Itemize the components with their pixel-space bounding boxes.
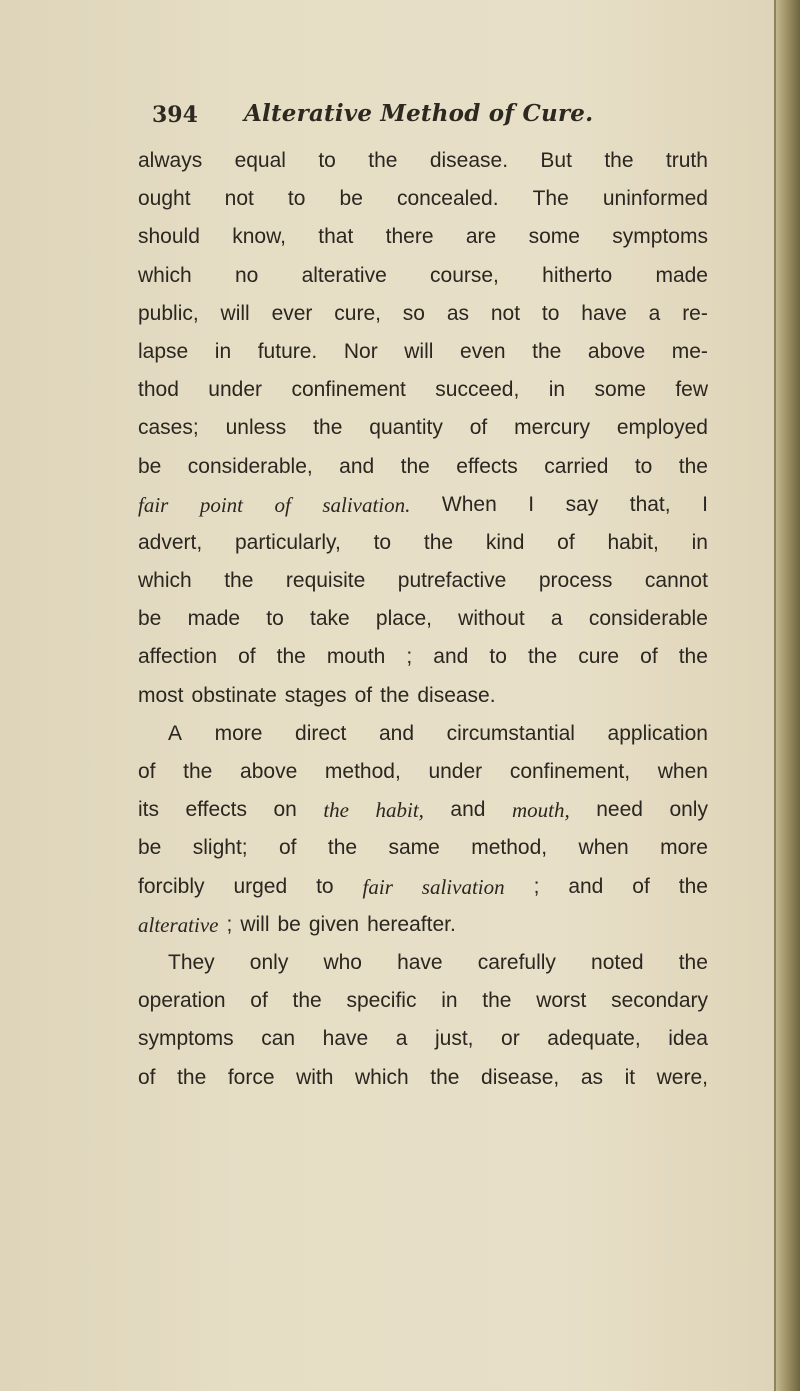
word: hereafter. — [367, 912, 456, 936]
word: of — [640, 645, 658, 669]
word: who — [323, 950, 362, 974]
word: to — [373, 530, 392, 554]
text-line — [138, 944, 708, 982]
word: made — [655, 263, 708, 287]
word: ; — [533, 874, 540, 898]
word: ever — [271, 301, 313, 325]
word: the — [183, 760, 213, 783]
word: When — [441, 492, 497, 516]
text-line — [138, 409, 708, 447]
word: and — [378, 721, 415, 745]
word: no — [234, 263, 259, 287]
word: the — [177, 1065, 207, 1089]
text-line — [138, 753, 708, 791]
word: more — [660, 836, 708, 860]
word: particularly, — [234, 530, 341, 554]
word: carefully — [477, 950, 556, 974]
page-number: 394 — [152, 102, 198, 128]
word: of — [138, 1065, 156, 1089]
word: just, — [434, 1027, 474, 1051]
italic-word: salivation. — [322, 492, 411, 517]
word: not — [490, 301, 521, 325]
word: given — [308, 912, 360, 936]
word: affection — [138, 645, 218, 669]
word: of — [557, 530, 575, 554]
word: advert, — [138, 530, 203, 554]
word: and — [339, 454, 375, 478]
word: worst — [536, 989, 587, 1013]
word: there — [385, 225, 434, 249]
word: above — [587, 339, 646, 363]
word: succeed, — [435, 378, 520, 402]
word: equal — [234, 149, 286, 172]
word: cases; — [138, 416, 199, 440]
word: are — [465, 225, 497, 249]
word: its — [138, 798, 159, 822]
word: symptoms — [138, 1027, 234, 1051]
text-line — [138, 257, 708, 295]
word: public, — [138, 301, 199, 325]
word: to — [489, 645, 507, 669]
word: will — [240, 912, 270, 936]
text-line — [138, 868, 708, 906]
word: of — [238, 645, 256, 669]
word: cure — [578, 645, 620, 669]
word: in — [441, 989, 458, 1013]
word: of — [138, 760, 156, 783]
italic-word: salivation — [421, 874, 505, 899]
word: were, — [656, 1065, 708, 1089]
word: mouth — [326, 645, 386, 669]
italic-word: habit, — [375, 798, 424, 823]
word: urged — [233, 874, 288, 898]
word: the — [604, 149, 634, 172]
word: some — [528, 225, 580, 249]
word: the — [224, 569, 254, 593]
word: of — [250, 989, 268, 1013]
word: alterative — [301, 263, 387, 287]
word: requisite — [285, 569, 366, 593]
word: confinement — [291, 378, 406, 402]
word: the — [527, 645, 558, 669]
text-line — [138, 600, 708, 638]
word: ought — [138, 187, 191, 211]
word: to — [634, 454, 653, 478]
word: operation — [138, 989, 226, 1013]
text-line — [138, 982, 708, 1020]
word: cannot — [644, 569, 708, 593]
word: carried — [544, 454, 609, 478]
word: know, — [232, 225, 286, 249]
word: the — [368, 149, 398, 172]
word: force — [227, 1065, 275, 1089]
word: the — [678, 950, 708, 974]
word: the — [313, 416, 343, 440]
word: only — [249, 950, 289, 974]
word: truth — [665, 149, 708, 172]
text-line — [138, 142, 708, 180]
text-line — [138, 906, 708, 944]
word: few — [675, 378, 708, 402]
italic-word: alterative — [138, 912, 219, 937]
italic-word: the — [323, 798, 349, 823]
word: only — [669, 798, 708, 822]
word: be — [138, 607, 162, 631]
word: the — [678, 874, 708, 898]
word: same — [388, 836, 440, 860]
word: adequate, — [547, 1027, 641, 1051]
word: that, — [629, 492, 671, 516]
word: noted — [591, 950, 644, 974]
word: and — [433, 645, 469, 669]
word: in — [691, 530, 708, 554]
word: under — [428, 760, 483, 783]
word: as — [446, 301, 470, 325]
text-line — [138, 486, 708, 524]
word: or — [501, 1027, 520, 1051]
word: thod — [138, 378, 179, 402]
word: of — [469, 416, 488, 440]
word: idea — [668, 1027, 708, 1051]
word: and — [450, 798, 486, 822]
word: employed — [616, 416, 708, 440]
word: concealed. — [396, 187, 499, 211]
word: which — [138, 569, 192, 593]
word: disease. — [429, 149, 509, 172]
running-head-title: Alterative Method of Cure. — [244, 100, 594, 127]
word: future. — [257, 339, 318, 363]
word: the — [482, 989, 512, 1013]
word: some — [594, 378, 646, 402]
word: They — [168, 950, 215, 974]
body-text — [138, 142, 708, 1097]
word: have — [397, 950, 443, 974]
word: lapse — [138, 339, 189, 363]
word: But — [540, 149, 572, 172]
word: quantity — [369, 416, 443, 440]
word: re- — [682, 301, 708, 325]
word: A — [168, 721, 183, 745]
running-head — [152, 100, 712, 140]
word: the — [400, 454, 430, 478]
word: the — [292, 989, 322, 1013]
word: not — [224, 187, 254, 211]
word: The — [532, 187, 569, 211]
word: most — [138, 683, 184, 707]
italic-word: point — [199, 492, 243, 517]
italic-word: fair — [362, 874, 393, 899]
word: when — [578, 836, 629, 860]
word: to — [316, 874, 334, 898]
word: made — [187, 607, 241, 631]
word: the — [276, 645, 306, 669]
word: place, — [375, 607, 432, 631]
word: of — [632, 874, 650, 898]
word: be — [138, 454, 162, 478]
word: the — [327, 836, 358, 860]
word: take — [310, 607, 350, 631]
word: obstinate — [191, 683, 277, 707]
text-line — [138, 791, 708, 829]
word: say — [565, 492, 599, 516]
word: I — [528, 492, 535, 516]
text-line — [138, 1020, 708, 1058]
page-gutter-line — [774, 0, 776, 1391]
word: on — [273, 798, 297, 822]
book-spine-edge — [774, 0, 800, 1391]
text-line — [138, 180, 708, 218]
text-line — [138, 829, 708, 867]
word: and — [568, 874, 604, 898]
word: application — [607, 721, 708, 745]
word: to — [318, 149, 336, 172]
word: that — [318, 225, 354, 249]
word: effects — [456, 454, 518, 478]
word: in — [548, 378, 566, 402]
word: have — [322, 1027, 369, 1051]
word: to — [287, 187, 306, 211]
text-line — [138, 295, 708, 333]
word: under — [208, 378, 263, 402]
word: unless — [225, 416, 287, 440]
italic-word: of — [274, 492, 291, 517]
word: effects — [185, 798, 247, 822]
word: hitherto — [542, 263, 613, 287]
word: ; — [406, 645, 413, 669]
word: ; — [226, 912, 233, 936]
word: to — [266, 607, 284, 631]
word: slight; — [192, 836, 248, 860]
word: direct — [295, 721, 347, 745]
word: to — [541, 301, 560, 325]
word: I — [702, 492, 708, 516]
word: stages — [284, 683, 347, 707]
word: with — [296, 1065, 334, 1089]
text-line — [138, 371, 708, 409]
word: it — [624, 1065, 636, 1089]
word: secondary — [611, 989, 708, 1013]
word: even — [460, 339, 506, 363]
word: as — [580, 1065, 604, 1089]
word: the — [430, 1065, 460, 1089]
word: when — [657, 760, 708, 783]
word: need — [596, 798, 643, 822]
word: me- — [671, 339, 708, 363]
word: of — [279, 836, 297, 860]
word: of — [354, 683, 373, 707]
word: habit, — [607, 530, 659, 554]
word: a — [648, 301, 661, 325]
word: have — [581, 301, 627, 325]
text-line — [138, 677, 708, 715]
word: Nor — [343, 339, 378, 363]
word: kind — [485, 530, 525, 554]
word: which — [138, 263, 192, 287]
word: be — [339, 187, 363, 211]
word: forcibly — [138, 874, 205, 898]
text-line — [138, 1059, 708, 1097]
text-line — [138, 638, 708, 676]
word: mercury — [514, 416, 590, 440]
word: should — [138, 225, 200, 249]
word: which — [355, 1065, 409, 1089]
word: will — [220, 301, 250, 325]
text-line — [138, 524, 708, 562]
word: a — [395, 1027, 408, 1051]
word: a — [550, 607, 563, 631]
text-line — [138, 715, 708, 753]
text-line — [138, 562, 708, 600]
word: in — [214, 339, 232, 363]
word: the — [423, 530, 454, 554]
word: course, — [430, 263, 499, 287]
word: cure, — [334, 301, 381, 325]
word: considerable, — [187, 454, 313, 478]
word: without — [458, 607, 525, 631]
word: confinement, — [509, 760, 631, 783]
word: considerable — [588, 607, 708, 631]
word: be — [277, 912, 301, 936]
text-line — [138, 333, 708, 371]
word: the — [678, 645, 708, 669]
word: above — [240, 760, 298, 783]
text-line — [138, 218, 708, 256]
word: be — [138, 836, 162, 860]
italic-word: fair — [138, 492, 169, 517]
word: putrefactive — [397, 569, 507, 593]
word: so — [402, 301, 425, 325]
word: disease. — [417, 683, 496, 707]
word: specific — [346, 989, 417, 1013]
word: will — [404, 339, 434, 363]
word: method, — [324, 760, 401, 783]
italic-word: mouth, — [511, 798, 570, 823]
word: uninformed — [602, 187, 708, 211]
word: disease, — [481, 1065, 560, 1089]
word: the — [380, 683, 410, 707]
text-line — [138, 448, 708, 486]
word: circumstantial — [446, 721, 575, 745]
word: can — [261, 1027, 296, 1051]
word: the — [678, 454, 708, 478]
word: more — [214, 721, 263, 745]
word: the — [532, 339, 562, 363]
word: method, — [471, 836, 548, 860]
word: always — [138, 149, 203, 172]
word: process — [538, 569, 613, 593]
word: symptoms — [612, 225, 708, 249]
